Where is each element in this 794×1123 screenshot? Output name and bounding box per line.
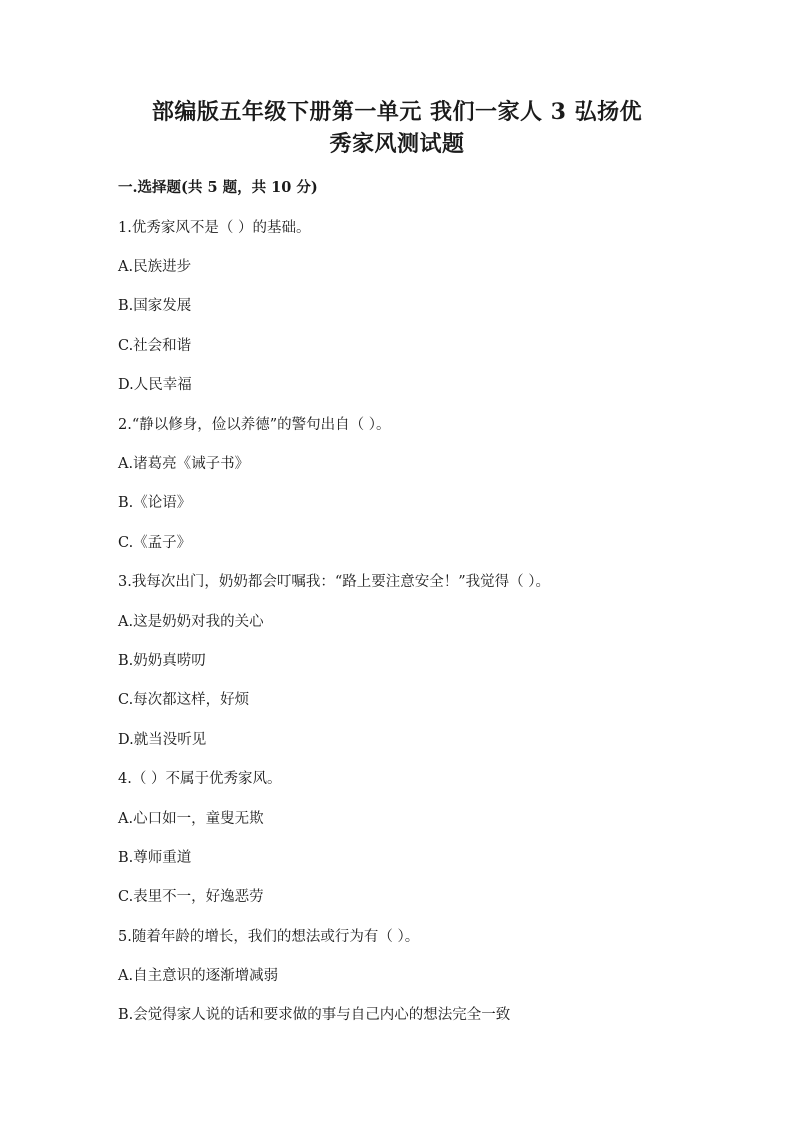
question-1-stem: 1.优秀家风不是（ ）的基础。: [118, 220, 311, 236]
question-2-stem: 2.“静以修身，俭以养德”的警句出自（ ）。: [118, 417, 391, 433]
question-5-stem: 5.随着年龄的增长，我们的想法或行为有（ ）。: [118, 929, 420, 945]
question-2-option-a: A.诸葛亮《诫子书》: [118, 456, 250, 472]
section-heading: 一.选择题(共 5 题，共 10 分): [118, 179, 318, 196]
question-4-option-c: C.表里不一，好逸恶劳: [118, 889, 264, 905]
question-1-option-a: A.民族进步: [118, 259, 192, 275]
question-4-option-a: A.心口如一，童叟无欺: [118, 811, 264, 827]
question-5-option-b: B.会觉得家人说的话和要求做的事与自己内心的想法完全一致: [118, 1007, 511, 1023]
question-5-option-a: A.自主意识的逐渐增减弱: [118, 968, 279, 984]
question-2-option-b: B.《论语》: [118, 495, 192, 511]
question-1-option-c: C.社会和谐: [118, 338, 192, 354]
document-title-line-2: 秀家风测试题: [329, 131, 465, 157]
question-4-option-b: B.尊师重道: [118, 850, 192, 866]
question-2-option-c: C.《孟子》: [118, 535, 192, 551]
question-1-option-d: D.人民幸福: [118, 377, 192, 393]
document-title-line-1: 部编版五年级下册第一单元 我们一家人 3 弘扬优: [151, 99, 643, 125]
question-3-option-d: D.就当没听见: [118, 732, 207, 748]
question-3-stem: 3.我每次出门，奶奶都会叮嘱我：“路上要注意安全！”我觉得（ ）。: [118, 574, 551, 590]
question-1-option-b: B.国家发展: [118, 298, 192, 314]
question-3-option-b: B.奶奶真唠叨: [118, 653, 206, 669]
question-3-option-c: C.每次都这样，好烦: [118, 692, 250, 708]
question-4-stem: 4.（ ）不属于优秀家风。: [118, 771, 282, 787]
question-3-option-a: A.这是奶奶对我的关心: [118, 614, 264, 630]
